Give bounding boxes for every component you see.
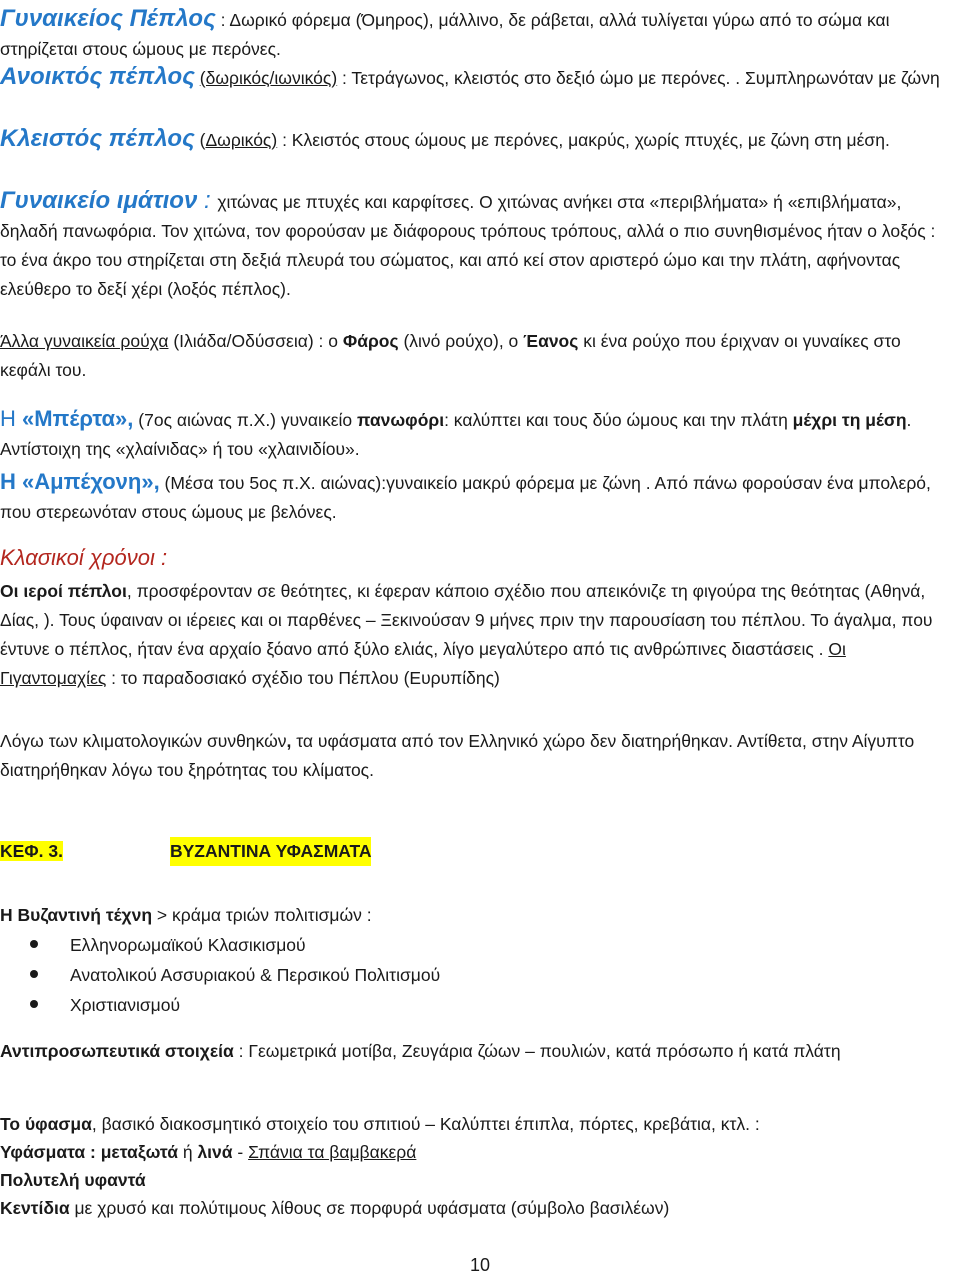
chapter-heading: [0, 837, 952, 866]
text: ή: [177, 1142, 198, 1162]
paragraph-kleistos-peplos: [0, 124, 952, 155]
paragraph-gynaikeios-peplos: [0, 4, 952, 64]
list-item: [0, 930, 950, 960]
paragraph-fabric: [0, 1110, 952, 1139]
chapter-number: ΚΕΦ. 3.: [0, 841, 63, 861]
text: , προσφέρονταν σε θεότητες, κι έφεραν κάποιο σχέδιο που απεικόνιζε τη φιγούρα της θεότητας (Αθηνά, Δίας, ). Τους ύφαιναν οι ιέρειες και οι παρθένες – Ξεκινούσαν 9 μήνες πριν την παρουσίαση του πέπλου. Το άγαλμα, που έντυνε ο πέπλος, ήταν ένα αρχαίο ξόανο από ξύλο ελιάς, λίγο μεγαλύτερο από τις ανθρώπινες διαστάσεις .: [0, 581, 933, 659]
paragraph-climate: [0, 727, 952, 785]
list-item-text: Χριστιανισμού: [70, 995, 181, 1015]
text: -: [232, 1142, 249, 1162]
bold-text: Η Βυζαντινή τέχνη: [0, 905, 153, 925]
chapter-title: ΒΥΖΑΝΤΙΝΑ ΥΦΑΣΜΑΤΑ: [170, 837, 371, 866]
underlined-text: Δωρικός): [205, 130, 278, 150]
heading-klasikoi-xronoi: [0, 543, 952, 574]
paragraph-ampexoni: [0, 467, 952, 527]
text: (7ος αιώνας π.Χ.) γυναικείο: [133, 410, 357, 430]
list-item-text: Ανατολικού Ασσυριακού & Περσικού Πολιτισμού: [70, 965, 441, 985]
bullet-icon: [30, 940, 38, 948]
term-prefix: Η: [0, 406, 22, 431]
term-berta: «Μπέρτα»,: [22, 406, 134, 431]
paragraph-anoiktos-peplos: [0, 62, 952, 93]
term-ampexoni: Η «Αμπέχονη»,: [0, 469, 160, 494]
bold-text: πανωφόρι: [356, 410, 445, 430]
text: (Μέσα του 5ος π.Χ. αιώνας):γυναικείο μακρύ φόρεμα με ζώνη . Από πάνω φορούσαν ένα μπολερό, που στερεωνόταν στους ώμους με βελόνες.: [0, 473, 931, 522]
text: Ο χιτώνας ανήκει στα «περιβλήματα» ή «επιβλήματα», δηλαδή πανωφόρια.: [0, 192, 902, 241]
paragraph-gynaikeio-imation: [0, 186, 952, 304]
bold-text: Το ύφασμα: [0, 1114, 92, 1134]
paragraph-byzantine-art: [0, 901, 952, 930]
paragraph-kentidia: [0, 1194, 952, 1223]
bold-text: λινά: [197, 1142, 233, 1162]
text: Λόγω των κλιματολογικών συνθηκών: [0, 731, 287, 751]
text: (Ιλιάδα/Οδύσσεια) : ο: [168, 331, 343, 351]
list-item: [0, 990, 950, 1020]
text: Τον χιτώνα, τον φορούσαν με διάφορους τρόπους τρόπους, αλλά ο πιο συνηθισμένος ήταν ο λοξός : το ένα άκρο του στηρίζεται στη δεξιά πλευρά του σώματος, και από κεί στον αριστερό ώμο και την πλάτη, αφήνοντας ελεύθερο το δεξί χέρι (λοξός πέπλος).: [0, 221, 936, 299]
colon: :: [197, 187, 218, 214]
term-gynaikeio-imation: Γυναικείο ιμάτιον: [0, 187, 198, 214]
text: : καλύπτει και τους δύο ώμους και την πλάτη: [444, 410, 793, 430]
text: : Γεωμετρικά μοτίβα, Ζευγάρια ζώων – πουλιών, κατά πρόσωπο ή κατά πλάτη: [233, 1041, 841, 1061]
text: : Τετράγωνος, κλειστός στο δεξιό ώμο με περόνες. . Συμπληρωνόταν με ζώνη: [337, 68, 940, 88]
paragraph-alla-rouxa: [0, 327, 952, 385]
paragraph-representative: [0, 1037, 952, 1066]
term-gynaikeios-peplos: Γυναικείος Πέπλος: [0, 5, 216, 32]
paragraph-ieroi-peploi: [0, 577, 952, 693]
paragraph-berta: [0, 404, 952, 464]
bullet-icon: [30, 970, 38, 978]
text: : Κλειστός στους ώμους με περόνες, μακρύς, χωρίς πτυχές, με ζώνη στη μέση.: [277, 130, 890, 150]
text: με χρυσό και πολύτιμους λίθους σε πορφυρά υφάσματα (σύμβολο βασιλέων): [69, 1198, 670, 1218]
bold-text: Υφάσματα : μεταξωτά: [0, 1142, 178, 1162]
bold-text: μέχρι τη μέση: [792, 410, 907, 430]
bold-text: Κεντίδια: [0, 1198, 70, 1218]
bold-text: Αντιπροσωπευτικά στοιχεία: [0, 1041, 234, 1061]
text: > κράμα τριών πολιτισμών :: [152, 905, 372, 925]
bold-text: Πολυτελή υφαντά: [0, 1170, 146, 1190]
section-heading: Κλασικοί χρόνοι :: [0, 545, 168, 570]
text: : Δωρικό φόρεμα (Όμηρος), μάλλινο, δε ράβεται, αλλά τυλίγεται γύρω από το σώμα και στηρίζεται στους ώμους με περόνες.: [0, 10, 890, 59]
culture-list: [0, 930, 950, 1020]
text: . Αντίστοιχη της «χλαίνιδας» ή του «χλαινιδίου».: [0, 410, 912, 459]
underlined-text: (δωρικός/ιωνικός): [199, 68, 338, 88]
term-kleistos-peplos: Κλειστός πέπλος: [0, 125, 195, 152]
page-number: 10: [469, 1255, 491, 1275]
list-item-text: Ελληνορωμαϊκού Κλασικισμού: [70, 935, 306, 955]
bullet-icon: [30, 1000, 38, 1008]
bold-text: Έανος: [523, 331, 579, 351]
text: : το παραδοσιακό σχέδιο του Πέπλου (Ευρυπίδης): [106, 668, 500, 688]
text: , βασικό διακοσμητικό στοιχείο του σπιτιού – Καλύπτει έπιπλα, πόρτες, κρεβάτια, κτλ. :: [91, 1114, 760, 1134]
text: (λινό ρούχο), ο: [398, 331, 524, 351]
term-anoiktos-peplos: Ανοικτός πέπλος: [0, 63, 195, 90]
text: κι ένα ρούχο που έριχναν οι γυναίκες στο κεφάλι του.: [0, 331, 901, 380]
text: τα υφάσματα από τον Ελληνικό χώρο δεν διατηρήθηκαν. Αντίθετα, στην Αίγυπτο διατηρήθηκαν λόγω του ξηρότητας του κλίματος.: [0, 731, 915, 780]
text: χιτώνας με πτυχές και καρφίτσες.: [217, 192, 475, 212]
paragraph-luxury: [0, 1166, 952, 1195]
underlined-text: Άλλα γυναικεία ρούχα: [0, 331, 169, 351]
bold-text: Φάρος: [342, 331, 399, 351]
text: (: [194, 130, 206, 150]
underlined-text: Οι Γιγαντομαχίες: [0, 639, 846, 688]
underlined-text: Σπάνια τα βαμβακερά: [248, 1142, 417, 1162]
bold-text: Οι ιεροί πέπλοι: [0, 581, 127, 601]
paragraph-fabrics-types: [0, 1138, 952, 1167]
bold-text: ,: [286, 731, 292, 751]
list-item: [0, 960, 950, 990]
